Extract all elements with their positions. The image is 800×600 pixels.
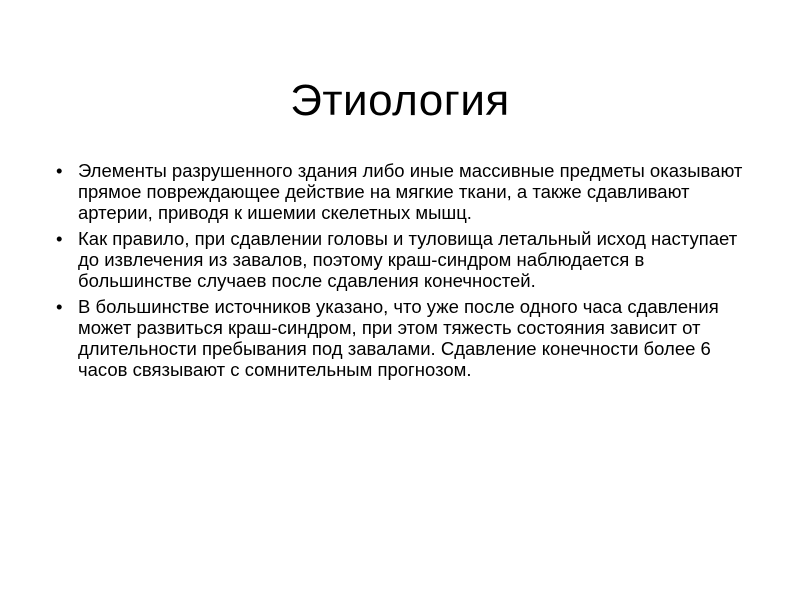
bullet-item	[56, 296, 756, 380]
bullet-marker: •	[56, 160, 63, 181]
bullet-list	[56, 160, 756, 385]
bullet-marker: •	[56, 296, 63, 317]
bullet-item	[56, 160, 756, 223]
bullet-text: Как правило, при сдавлении головы и туловища летальный исход наступает до извлечения из завалов, поэтому краш-синдром наблюдается в большинстве случаев после сдавления конечностей.	[78, 228, 738, 291]
bullet-item	[56, 228, 756, 291]
bullet-text: В большинстве источников указано, что уже после одного часа сдавления может развиться краш-синдром, при этом тяжесть состояния зависит от длительности пребывания под завалами. Сдавление конечности более 6 часов связывают с сомнительным прогнозом.	[78, 296, 719, 380]
slide-title: Этиология	[290, 76, 510, 126]
bullet-text: Элементы разрушенного здания либо иные массивные предметы оказывают прямое повреждающее действие на мягкие ткани, а также сдавливают артерии, приводя к ишемии скелетных мышц.	[78, 160, 743, 223]
bullet-marker: •	[56, 228, 63, 249]
